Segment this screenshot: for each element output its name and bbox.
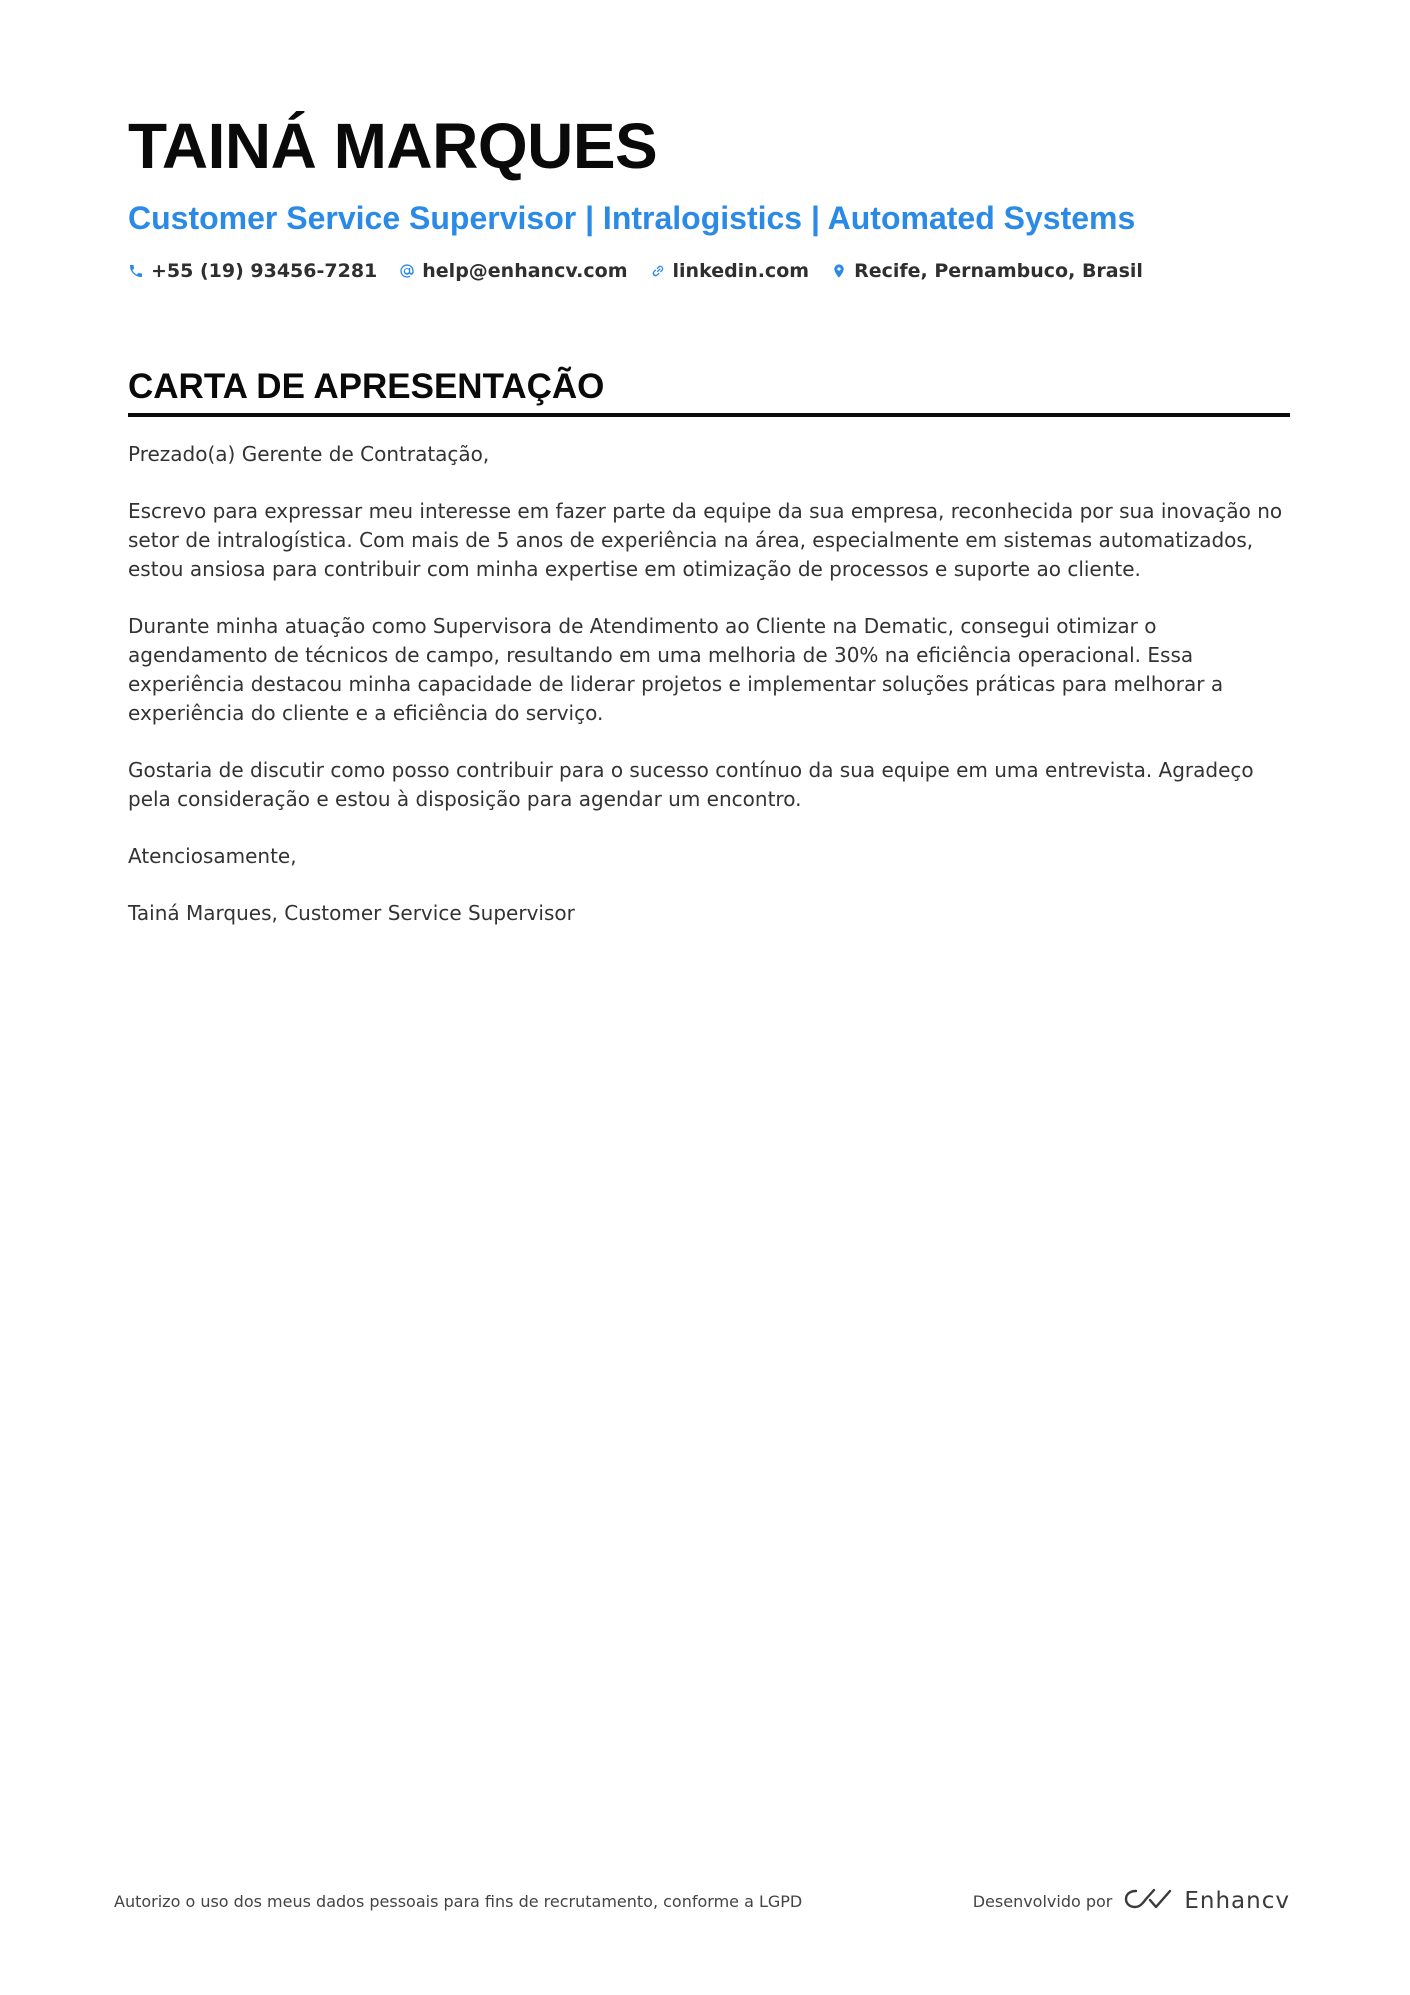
letter-signature: Tainá Marques, Customer Service Supervisor: [128, 901, 575, 925]
contact-location: [831, 260, 1143, 282]
cover-letter-section: [128, 365, 1290, 417]
powered-by[interactable]: [973, 1886, 1290, 1916]
powered-by-label: Desenvolvido por: [972, 1891, 1113, 1911]
enhancv-logo-icon: [1124, 1886, 1172, 1916]
letter-paragraph: Durante minha atuação como Supervisora de Atendimento ao Cliente na Dematic, consegui otimizar o agendamento de técnicos de campo, resultando em uma melhoria de 30% na eficiência operacional. Essa experiência destacou minha capacidade de liderar projetos e implementar soluções práticas para melhorar a experiência do cliente e a eficiência do serviço.: [128, 614, 1224, 725]
enhancv-brand: Enhancv: [1184, 1888, 1290, 1914]
link-icon: [650, 262, 666, 280]
letter-paragraph: Escrevo para expressar meu interesse em fazer parte da equipe da sua empresa, reconhecida por sua inovação no setor de intralogística. Com mais de 5 anos de experiência na área, especialmente em sistemas automatizados, estou ansiosa para contribuir com minha expertise em otimização de processos e suporte ao cliente.: [128, 499, 1283, 581]
letter-paragraph: Gostaria de discutir como posso contribuir para o sucesso contínuo da sua equipe em uma entrevista. Agradeço pela consideração e estou à disposição para agendar um encontro.: [128, 758, 1254, 811]
contact-info: [128, 260, 1288, 282]
contact-linkedin[interactable]: [650, 260, 810, 282]
letter-body: [128, 440, 1288, 956]
location-pin-icon: [831, 262, 847, 280]
linkedin-link[interactable]: linkedin.com: [672, 260, 810, 282]
contact-phone: [128, 260, 377, 282]
candidate-headline: Customer Service Supervisor | Intralogistics | Automated Systems: [128, 200, 1136, 236]
contact-email[interactable]: [399, 260, 627, 282]
location-text: Recife, Pernambuco, Brasil: [854, 260, 1143, 282]
candidate-name: TAINÁ MARQUES: [128, 110, 658, 182]
section-title: CARTA DE APRESENTAÇÃO: [128, 367, 605, 406]
phone-text: +55 (19) 93456-7281: [151, 260, 378, 282]
phone-icon: [128, 262, 144, 280]
letter-greeting: Prezado(a) Gerente de Contratação,: [128, 442, 490, 466]
at-icon: [399, 262, 415, 280]
letter-closing: Atenciosamente,: [128, 844, 297, 868]
section-divider: [128, 413, 1290, 417]
consent-note: Autorizo o uso dos meus dados pessoais para fins de recrutamento, conforme a LGPD: [114, 1892, 803, 1911]
resume-header: [128, 108, 1288, 282]
email-link[interactable]: help@enhancv.com: [422, 260, 628, 282]
